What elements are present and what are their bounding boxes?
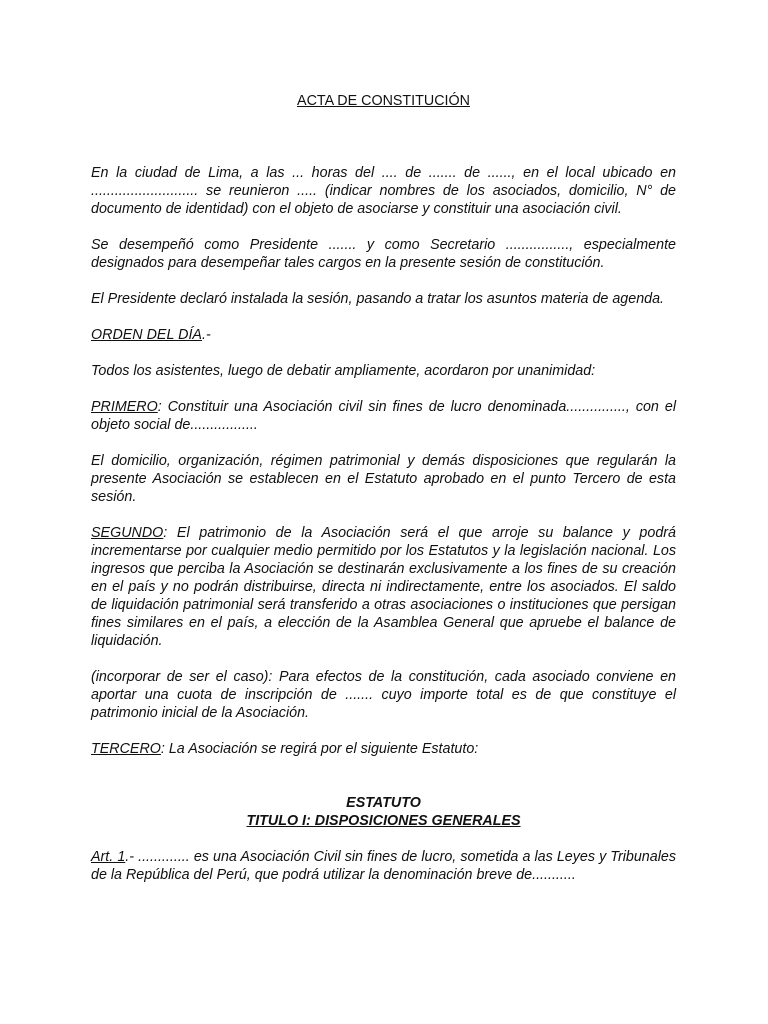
paragraph-art1: [91, 848, 676, 884]
orden-del-dia: [91, 326, 676, 344]
primero-text: : Constituir una Asociación civil sin fines de lucro denominada..............., con el objeto social de.................: [91, 399, 676, 433]
paragraph-asistentes: Todos los asistentes, luego de debatir ampliamente, acordaron por unanimidad:: [91, 363, 596, 379]
titulo-heading: TITULO I: DISPOSICIONES GENERALES: [246, 813, 521, 829]
estatuto-heading: ESTATUTO: [346, 795, 421, 811]
art1-text: .- ............. es una Asociación Civil sin fines de lucro, sometida a las Leyes y Tribunales de la República del Perú, que podrá utilizar la denominación breve de...........: [91, 849, 676, 883]
primero-label: PRIMERO: [91, 399, 158, 415]
paragraph-tercero: [91, 740, 676, 758]
document-page: [91, 92, 676, 884]
orden-del-dia-suffix: .-: [201, 327, 211, 343]
segundo-label: SEGUNDO: [91, 525, 164, 541]
paragraph-domicilio: El domicilio, organización, régimen patrimonial y demás disposiciones que regularán la presente Asociación se establecen en el Estatuto aprobado en el punto Tercero de esta sesión.: [91, 453, 676, 505]
paragraph-incorporar: (incorporar de ser el caso): Para efectos de la constitución, cada asociado conviene en aportar una cuota de inscripción de ....... cuyo importe total es de que constituye el patrimonio inicial de la Asociación.: [91, 669, 676, 721]
art1-label: Art. 1: [91, 849, 126, 865]
segundo-text: : El patrimonio de la Asociación será el que arroje su balance y podrá incrementarse por cualquier medio permitido por los Estatutos y la legislación nacional. Los ingresos que perciba la Asociación se destinarán exclusivamente a los fines de su creación en el país y no podrán distribuirse, directa ni indirectamente, entre los asociados. El saldo de liquidación patrimonial será transferido a otras asociaciones o instituciones que persigan fines similares en el país, a elección de la Asamblea General que apruebe el balance de liquidación.: [91, 525, 676, 649]
document-title: ACTA DE CONSTITUCIÓN: [297, 93, 470, 109]
paragraph-instalada: El Presidente declaró instalada la sesión, pasando a tratar los asuntos materia de agenda.: [91, 291, 665, 307]
paragraph-segundo: [91, 524, 676, 650]
orden-del-dia-label: ORDEN DEL DÍA: [91, 327, 202, 343]
paragraph-presidente: Se desempeñó como Presidente ....... y como Secretario ................, especialmente designados para desempeñar tales cargos en la presente sesión de constitución.: [91, 237, 676, 271]
paragraph-primero: [91, 398, 676, 434]
paragraph-intro: En la ciudad de Lima, a las ... horas del .... de ....... de ......, en el local ubicado en ........................... se reunieron ..... (indicar nombres de los asociados, domicilio, N° de documento de identidad) con el objeto de asociarse y constituir una asociación civil.: [91, 165, 676, 217]
tercero-label: TERCERO: [91, 741, 161, 757]
tercero-text: : La Asociación se regirá por el siguiente Estatuto:: [160, 741, 479, 757]
